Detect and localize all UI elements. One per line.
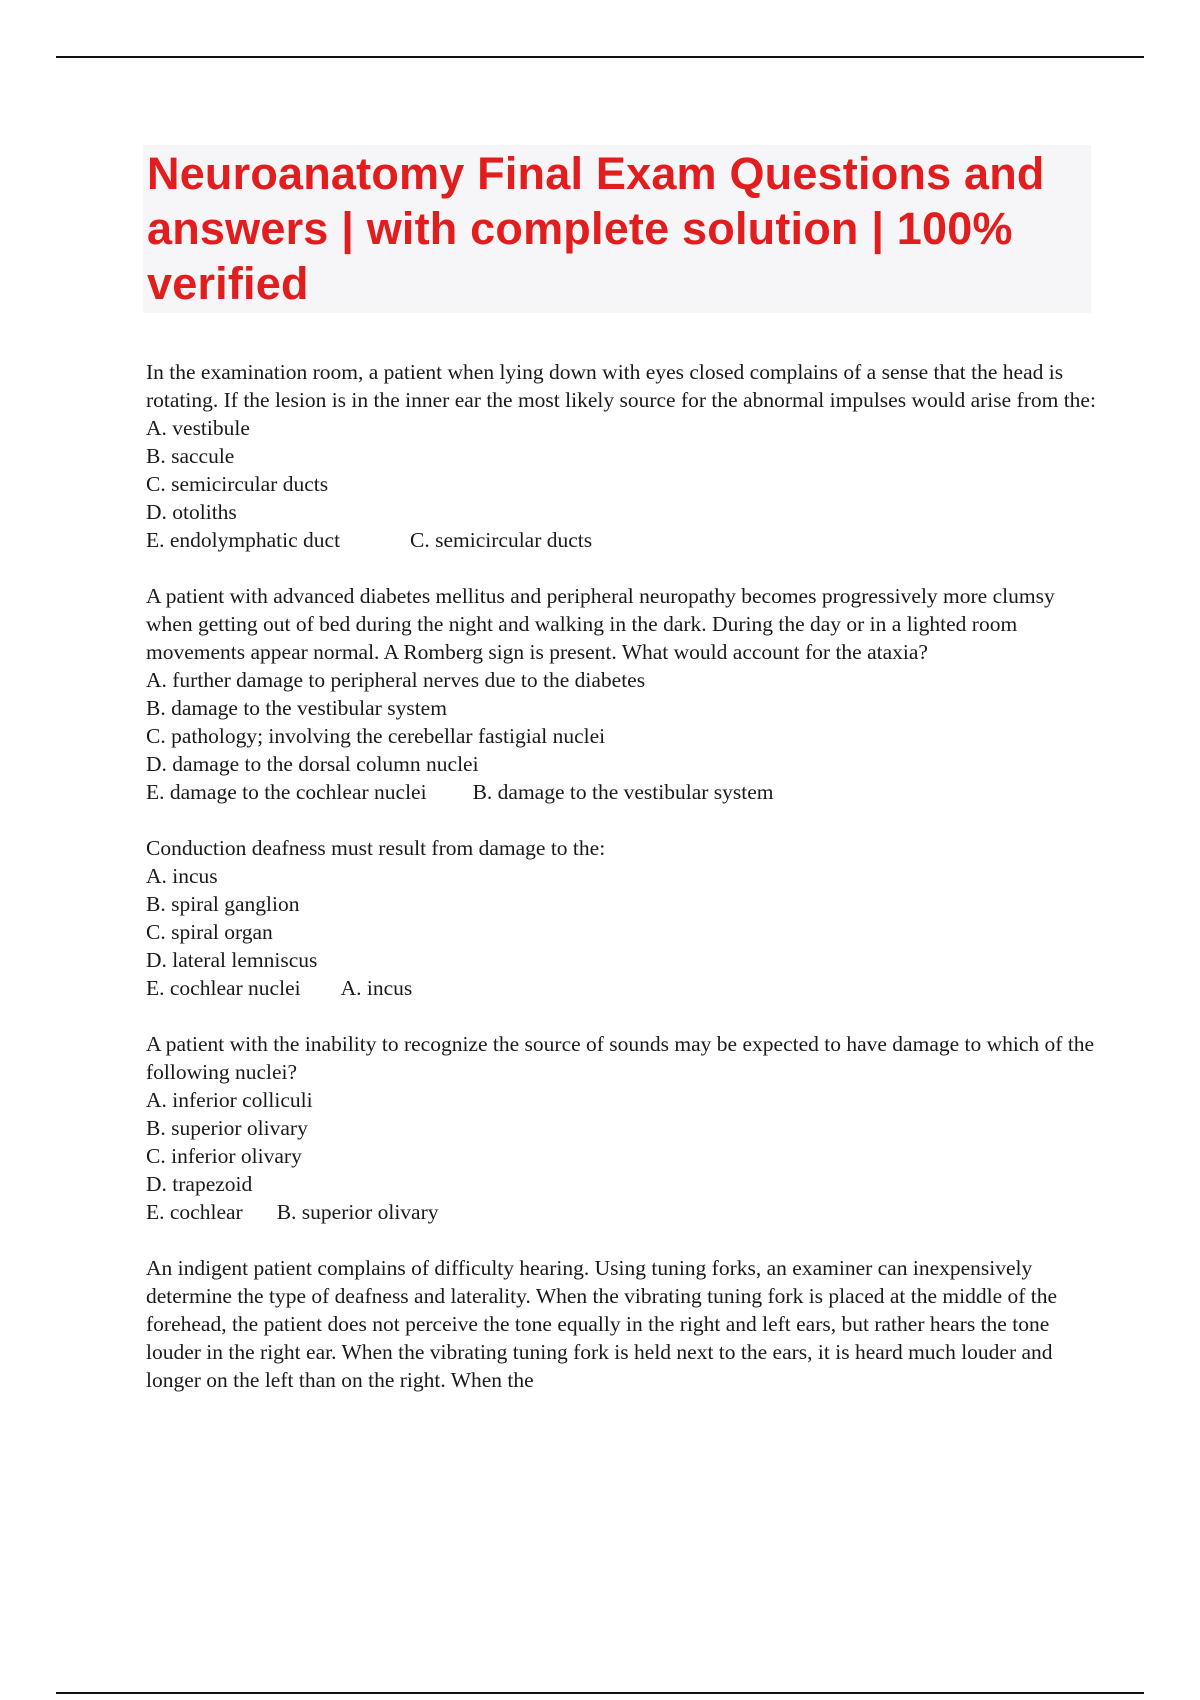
question-text: A patient with the inability to recognize the source of sounds may be expected to have damage to which of the following nuclei? [146, 1032, 1095, 1084]
option-c: C. spiral organ [146, 920, 273, 944]
answer-text: C. semicircular ducts [410, 528, 593, 552]
option-e: E. endolymphatic duct [146, 528, 341, 552]
option-d: D. damage to the dorsal column nuclei [146, 752, 479, 776]
option-e: E. damage to the cochlear nuclei [146, 780, 427, 804]
footer-rule [56, 1692, 1144, 1694]
answer-text: B. superior olivary [276, 1200, 439, 1224]
option-c: C. pathology; involving the cerebellar fastigial nuclei [146, 724, 606, 748]
question-text: A patient with advanced diabetes mellitus and peripheral neuropathy becomes progressively more clumsy when getting out of bed during the night and walking in the dark. During the day or in a lighted room movements appear normal. A Romberg sign is present. What would account for the ataxia? [146, 584, 1055, 664]
option-c: C. semicircular ducts [146, 472, 329, 496]
question-text: An indigent patient complains of difficulty hearing. Using tuning forks, an examiner can inexpensively determine the type of deafness and laterality. When the vibrating tuning fork is placed at the middle of the forehead, the patient does not perceive the tone equally in the right and left ears, but rather hears the tone louder in the right ear. When the vibrating tuning fork is held next to the ears, it is heard much louder and longer on the left than on the right. When the [146, 1256, 1058, 1392]
answer-text: B. damage to the vestibular system [472, 780, 774, 804]
document-title: Neuroanatomy Final Exam Questions and answers | with complete solution | 100% verified [147, 148, 1045, 309]
answer-text: A. incus [340, 976, 413, 1000]
option-c: C. inferior olivary [146, 1144, 302, 1168]
option-e-row [146, 778, 1096, 806]
option-a: A. vestibule [146, 416, 250, 440]
option-e-row [146, 526, 1096, 554]
question-1 [146, 358, 1096, 554]
question-3 [146, 834, 1096, 1002]
option-d: D. trapezoid [146, 1172, 253, 1196]
header-rule [56, 56, 1144, 58]
option-b: B. saccule [146, 444, 235, 468]
option-d: D. otoliths [146, 500, 237, 524]
option-b: B. spiral ganglion [146, 892, 300, 916]
question-text: In the examination room, a patient when lying down with eyes closed complains of a sense that the head is rotating. If the lesion is in the inner ear the most likely source for the abnormal impulses would arise from the: [146, 360, 1096, 412]
question-5 [146, 1254, 1096, 1394]
option-d: D. lateral lemniscus [146, 948, 318, 972]
question-4 [146, 1030, 1096, 1226]
question-text: Conduction deafness must result from damage to the: [146, 836, 606, 860]
option-e-row [146, 974, 1096, 1002]
title-banner [143, 145, 1091, 313]
option-a: A. incus [146, 864, 218, 888]
option-e-row [146, 1198, 1096, 1226]
option-e: E. cochlear [146, 1200, 243, 1224]
option-b: B. damage to the vestibular system [146, 696, 447, 720]
option-a: A. further damage to peripheral nerves due to the diabetes [146, 668, 646, 692]
question-2 [146, 582, 1096, 806]
option-e: E. cochlear nuclei [146, 976, 301, 1000]
question-list [146, 358, 1096, 1422]
option-b: B. superior olivary [146, 1116, 308, 1140]
option-a: A. inferior colliculi [146, 1088, 313, 1112]
